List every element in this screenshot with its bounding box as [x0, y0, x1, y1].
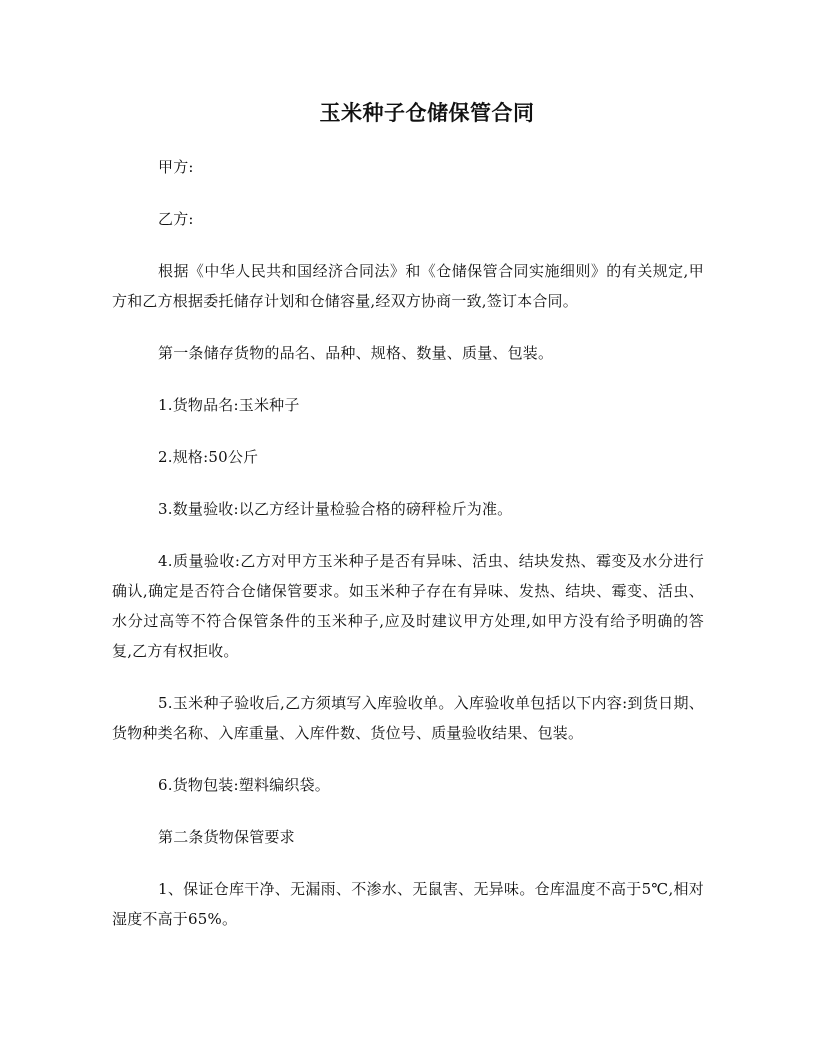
party-b-line: 乙方: [158, 210, 194, 228]
clause-quality-check: 4.质量验收:乙方对甲方玉米种子是否有异味、活虫、结块发热、霉变及水分进行确认,确定是否符合仓储保管要求。如玉米种子存在有异味、发热、结块、霉变、活虫、水分过高等不符合保管条件的玉米种子,应及时建议甲方处理,如甲方没有给予明确的答复,乙方有权拒收。 [112, 552, 704, 660]
clause-specification: 2.规格:50公斤 [158, 448, 259, 466]
clause-packaging: 6.货物包装:塑料编织袋。 [158, 776, 330, 794]
article-two-heading: 第二条货物保管要求 [158, 828, 295, 846]
document-body [112, 152, 704, 956]
document-title: 玉米种子仓储保管合同 [319, 100, 535, 125]
preamble-paragraph: 根据《中华人民共和国经济合同法》和《仓储保管合同实施细则》的有关规定,甲方和乙方根据委托储存计划和仓储容量,经双方协商一致,签订本合同。 [112, 262, 704, 310]
clause-receipt-form: 5.玉米种子验收后,乙方须填写入库验收单。入库验收单包括以下内容:到货日期、货物种类名称、入库重量、入库件数、货位号、质量验收结果、包装。 [112, 694, 704, 742]
clause-quantity-check: 3.数量验收:以乙方经计量检验合格的磅秤检斤为准。 [158, 500, 513, 518]
article-one-heading: 第一条储存货物的品名、品种、规格、数量、质量、包装。 [158, 344, 554, 362]
party-a-line: 甲方: [158, 158, 194, 176]
clause-goods-name: 1.货物品名:玉米种子 [158, 396, 300, 414]
clause-warehouse-conditions: 1、保证仓库干净、无漏雨、不渗水、无鼠害、无异味。仓库温度不高于5℃,相对湿度不高于65%。 [112, 880, 704, 928]
